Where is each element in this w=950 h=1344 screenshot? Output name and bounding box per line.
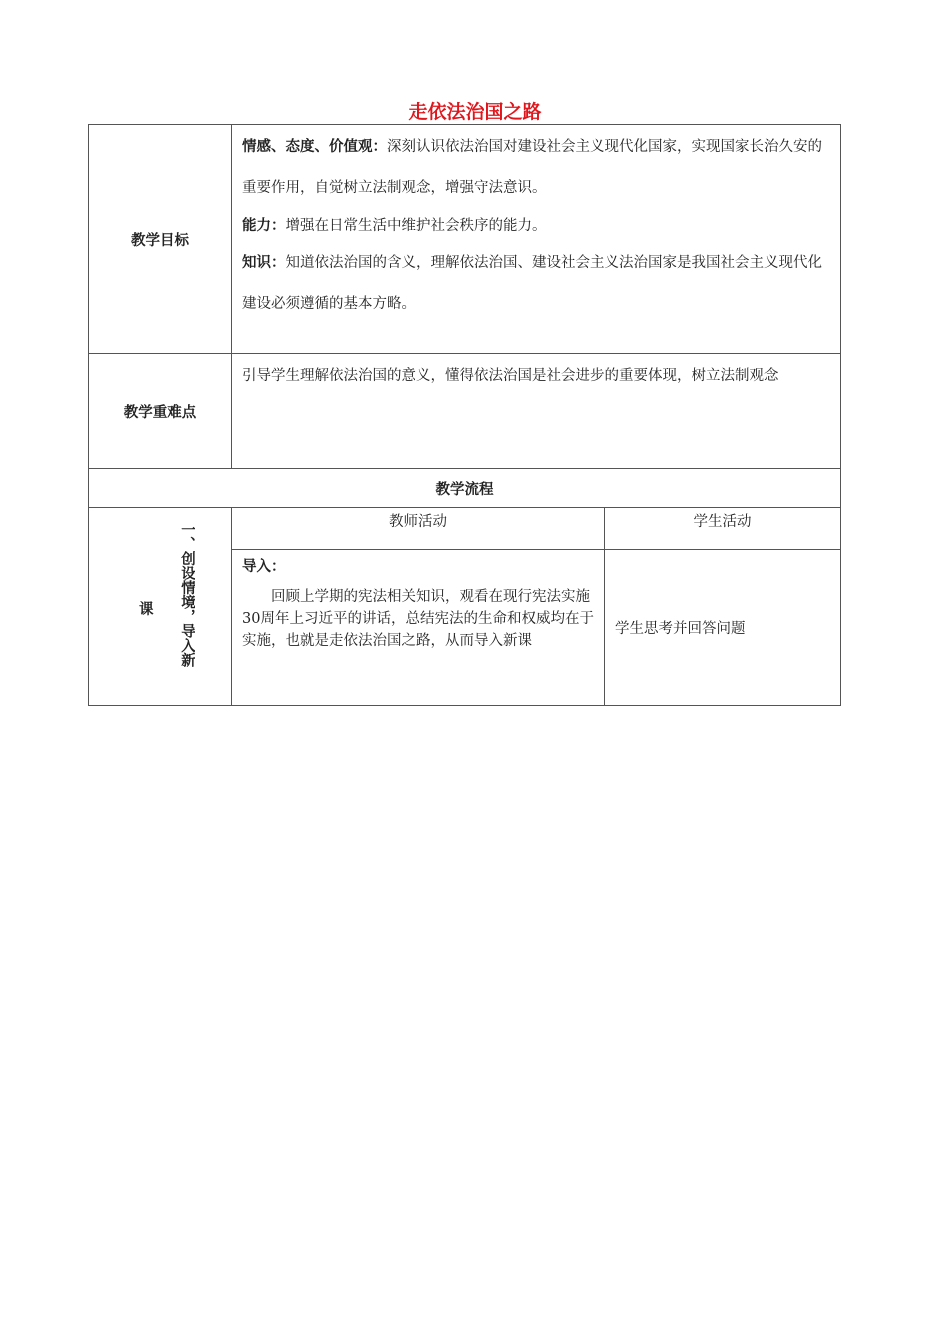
- intro-label: 导入：: [242, 559, 286, 575]
- student-activity-header: 学生活动: [605, 508, 841, 550]
- key-points-label: 教学重难点: [89, 354, 232, 469]
- knowledge-label: 知识：: [242, 255, 286, 271]
- student-activity-text: 学生思考并回答问题: [605, 550, 841, 706]
- lesson-plan-table: [88, 124, 841, 706]
- teacher-activity-cell: [232, 550, 605, 706]
- knowledge-text: 知道依法治国的含义，理解依法治国、建设社会主义法治国家是我国社会主义现代化建设必须遵循的基本方略。: [242, 255, 822, 312]
- page-title: 走依法治国之路: [408, 101, 542, 123]
- goals-row: [89, 125, 841, 354]
- activity-header-row: [89, 508, 841, 550]
- ability-label: 能力：: [242, 218, 286, 234]
- stage-cell: [89, 508, 232, 706]
- flow-title: 教学流程: [89, 469, 841, 508]
- key-points-row: [89, 354, 841, 469]
- key-points-content: [232, 354, 841, 469]
- goals-label: 教学目标: [89, 125, 232, 354]
- goals-content: [232, 125, 841, 354]
- stage-side-label: 课: [139, 601, 154, 618]
- stage-vertical-label: 一、创设情境，导入新: [179, 521, 195, 667]
- ability-text: 增强在日常生活中维护社会秩序的能力。: [285, 218, 547, 234]
- teacher-activity-header: 教师活动: [232, 508, 605, 550]
- emotion-label: 情感、态度、价值观：: [242, 139, 387, 155]
- emotion-text: 深刻认识依法治国对建设社会主义现代化国家，实现国家长治久安的重要作用，自觉树立法制观念，增强守法意识。: [242, 139, 822, 196]
- key-points-text: 引导学生理解依法治国的意义，懂得依法治国是社会进步的重要体现，树立法制观念: [242, 368, 779, 384]
- intro-text: 回顾上学期的宪法相关知识，观看在现行宪法实施30周年上习近平的讲话，总结宪法的生命和权威均在于实施，也就是走依法治国之路，从而导入新课: [242, 589, 594, 649]
- flow-row: [89, 469, 841, 508]
